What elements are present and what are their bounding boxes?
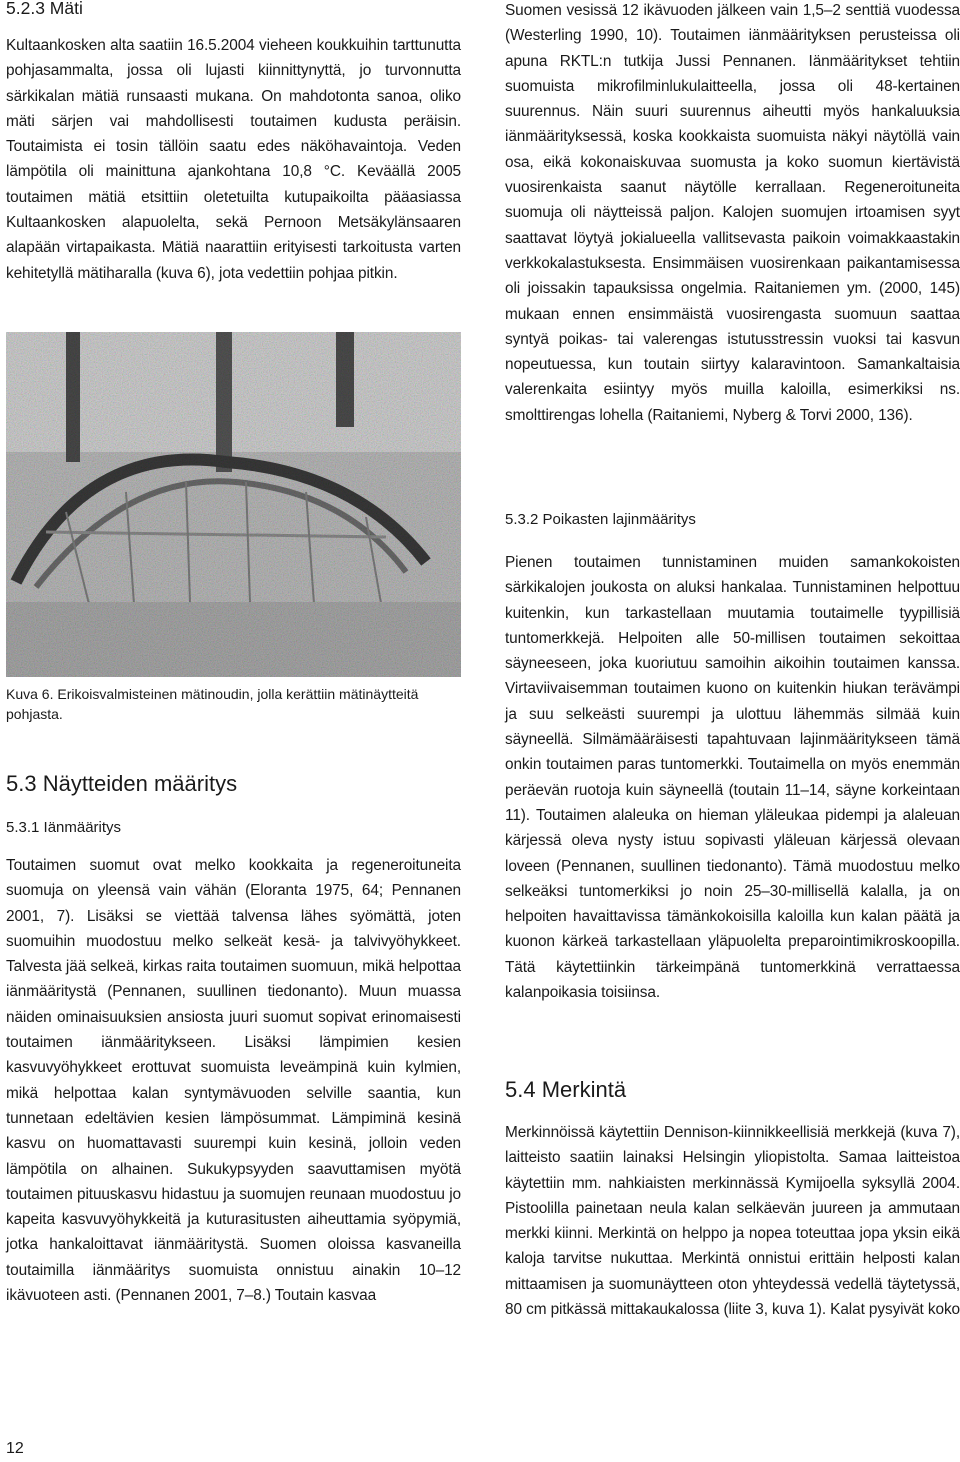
section-heading-naytteiden-maaritys: 5.3 Näytteiden määritys <box>6 771 238 796</box>
section-mati <box>6 0 461 286</box>
section-heading-poikasten-lajinmaaritys: 5.3.2 Poikasten lajinmääritys <box>505 511 696 528</box>
section-heading-ianmaaritys: 5.3.1 Iänmääritys <box>6 819 122 836</box>
section-heading-merkinta: 5.4 Merkintä <box>505 1077 627 1102</box>
paragraph-ianmaaritys-continued: Suomen vesissä 12 ikävuoden jälkeen vain 1,5–2 senttiä vuodessa (Westerling 1990, 10). Toutaimen iänmäärityksen perusteissa oli apuna RKTL:n tutkija Jussi Pennanen. Iänmääritykset tehtiin suomuista mikrofilminlukulaitteella, jossa oli 48-kertainen suurennus. Näin suuri suurennus aiheutti myös hankaluuksia iänmäärityksessä, koska kookkaista suomuista näkyi näytöllä vain osa, eikä kokonaiskuvaa suomusta ja koko suomun kiertävistä vuosirenkaista saanut näytölle kerrallaan. Regeneroituneita suomuja oli näytteissä paljon. Kalojen suomujen irtoamisen syyt saattavat löytyä jokialueella vallitsevasta paikoin voimakkaastakin verkkokalastuksesta. Ensimmäisen vuosirenkaan paikantamisessa oli joissakin tapauksissa ongelmia. Raitaniemen ym. (2000, 145) mukaan ennen ensimmäistä vuosirengasta suomuun saattaa syntyä poikas- tai valerengas istutusstressin vuoksi tai kasvun nopeutuessa, kun toutain siirtyy kalaravintoon. Samankaltaisia valerenkaita esiintyy myös muilla kaloilla, esimerkiksi ns. smolttirengas lohella (Raitaniemi, Nyberg & Torvi 2000, 136). <box>505 2 960 424</box>
page-number: 12 <box>6 1440 24 1457</box>
paragraph-mati: Kultaankosken alta saatiin 16.5.2004 vieheen koukkuihin tarttunutta pohjasammalta, jossa oli lujasti kiinnittynyttä, jo turvonnutta särkikalan mätiä runsaasti mukana. On mahdotonta sanoa, oliko mäti särjen vai mahdollisesti toutaimen kudusta peräisin. Toutaimista ei tosin tällöin saatu edes näköhavaintoja. Veden lämpötila oli mainittuna ajankohtana 10,8 °C. Keväällä 2005 toutaimen mätiä etsittiin oletetuilta kutupaikoilta pääasiassa Kultaankosken alapuolelta, sekä Pernoon Metsäkylänsaaren alapään virtapaikasta. Mätiä naarattiin erityisesti tarkoitusta varten kehitetyllä mätiharalla (kuva 6), jota vedettiin pohjaa pitkin. <box>6 37 461 282</box>
paragraph-poikasten-lajinmaaritys: Pienen toutaimen tunnistaminen muiden samankokoisten särkikalojen joukosta on aluksi hankalaa. Tunnistaminen helpottuu kuitenkin, kun tarkastellaan muutamia toutaimelle tyypillisiä tuntomerkkejä. Helpoiten alle 50-millisen toutaimen sekoittaa säyneeseen, joka kuoriutuu samoihin aikoihin toutaimen kanssa. Virtaviivaisemman toutaimen kuono on kuitenkin hiukan terävämpi ja suu selkeästi suurempi ja ulottuu lähemmäs silmää kuin säyneellä. Silmämääräisesti tapahtuvaan lajinmääritykseen tämä onkin toutaimen paras tuntomerkki. Toutaimella on myös enemmän peräevän ruotoja kuin säyneellä (toutain 11–14, säyne korkeintaan 11). Toutaimen alaleuka on hieman yläleukaa pidempi ja alaleuan kärjessä oleva nysty istuu sopivasti yläleuan kärjessä olevaan loveen (Pennanen, suullinen tiedonanto). Tämä muodostuu melko selkeäksi tuntomerkiksi jo noin 25–30-millisellä kalalla, ja on helpoiten havaittavissa tämänkokoisilla kaloilla kun kalan päätä ja kuonon kärkeä tarkastellaan yläpuolelta preparointimikroskoopilla. Tätä käytettiinkin tärkeimpänä tuntomerkkinä verrattaessa kalanpoikasia toisiinsa. <box>505 554 960 1002</box>
figure-photo-matinoudin <box>6 332 461 677</box>
figure-photo-image <box>6 332 461 677</box>
paragraph-merkinta: Merkinnöissä käytettiin Dennison-kiinnikkeellisiä merkkejä (kuva 7), laitteisto saatiin lainaksi Helsingin yliopistolta. Samaa laitteistoa käytettiin mm. nahkiaisten merkinnässä Kymijoella syksyllä 2004. Pistoolilla painetaan neula kalan selkäevän juureen ja ammutaan merkki kiinni. Merkintä on helppo ja nopea toteuttaa jopa yksin eikä kaloja tarvitse nukuttaa. Merkintä onnistui erittäin helposti kalan mittaamisen ja suomunäytteen oton yhteydessä vedellä täytetyssä, 80 cm pitkässä mittakaukalossa (liite 3, kuva 1). Kalat pysyivät koko <box>505 1124 960 1319</box>
paragraph-ianmaaritys: Toutaimen suomut ovat melko kookkaita ja regeneroituneita suomuja on yleensä vain vähän (Eloranta 1975, 64; Pennanen 2001, 7). Lisäksi se viettää talvensa lähes syömättä, joten suomuihin muodostuu melko selkeät kesä- ja talvivyöhykkeet. Talvesta jää selkeä, kirkas raita toutaimen suomuun, mikä helpottaa iänmääritystä (Pennanen, suullinen tiedonanto). Muun muassa näiden ominaisuuksien ansiosta juuri suomut sopivat erinomaisesti toutaimen iänmääritykseen. Lisäksi lämpimien kesien kasvuvyöhykkeet erottuvat suomuista leveämpinä kuin kylmien, mikä helpottaa kalan syntymävuoden selville saantia, kun tunnetaan edeltävien kesien lämpösummat. Lämpiminä kesinä kasvu on huomattavasti suurempi kuin kesinä, jolloin veden lämpötila on alhainen. Sukukypsyyden saavuttamisen myötä toutaimen pituuskasvu hidastuu ja suomujen reunaan muodostuu jo kapeita kasvuvyöhykkeitä ja kuturasitusten aiheuttamia syöpymiä, jotka hankaloittavat iänmääritystä. Suomen oloissa kasvaneilla toutaimilla iänmääritys suomuista onnistuu ainakin 10–12 ikävuoteen asti. (Pennanen 2001, 7–8.) Toutain kasvaa <box>6 857 461 1305</box>
figure-caption: Kuva 6. Erikoisvalmisteinen mätinoudin, jolla kerättiin mätinäytteitä pohjasta. <box>6 686 419 722</box>
section-heading-mati: 5.2.3 Mäti <box>6 0 83 18</box>
